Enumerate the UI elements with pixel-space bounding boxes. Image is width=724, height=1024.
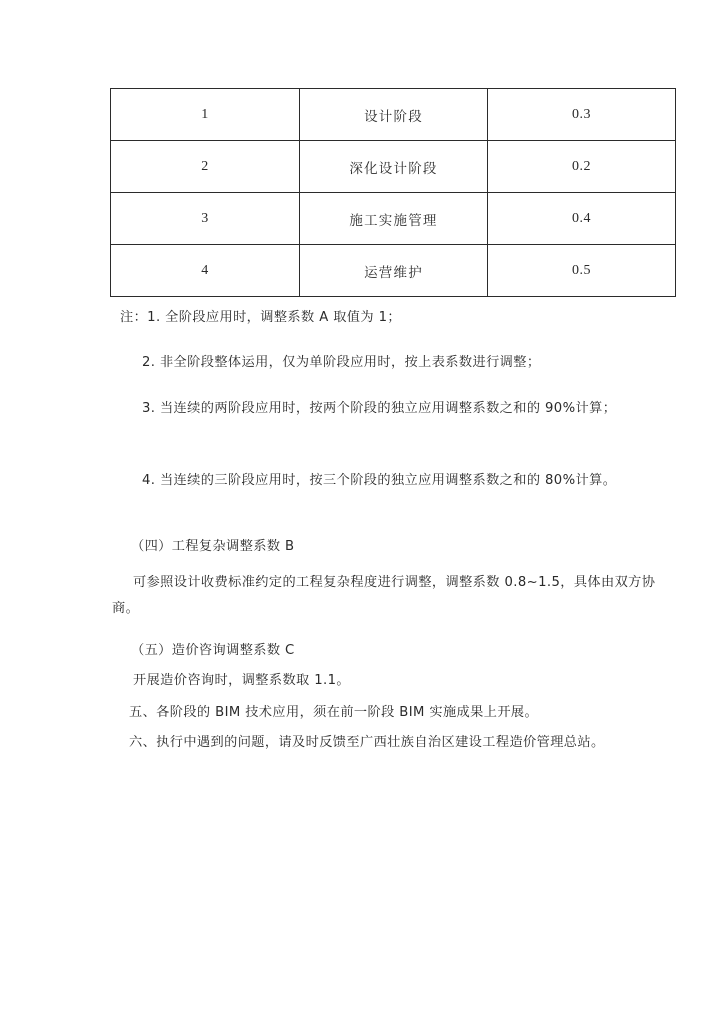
note-item-3: 3. 当连续的两阶段应用时，按两个阶段的独立应用调整系数之和的 90%计算； [142,401,617,416]
row-number-cell: 3 [111,193,300,245]
stage-name-cell: 运营维护 [300,245,488,297]
stage-name-cell: 设计阶段 [300,89,488,141]
section-body-five: 开展造价咨询时，调整系数取 1.1。 [133,673,350,688]
coefficient-cell: 0.3 [488,89,676,141]
note-item-2: 2. 非全阶段整体运用，仅为单阶段应用时，按上表系数进行调整； [142,355,541,370]
row-number-cell: 2 [111,141,300,193]
coefficient-table [110,88,676,297]
row-number-cell: 4 [111,245,300,297]
table-row [111,245,676,297]
section-heading-four: （四）工程复杂调整系数 B [131,539,295,554]
coefficient-cell: 0.4 [488,193,676,245]
coefficient-cell: 0.5 [488,245,676,297]
section-heading-five: （五）造价咨询调整系数 C [131,643,295,658]
table-body [111,89,676,297]
row-number-cell: 1 [111,89,300,141]
stage-name-cell: 施工实施管理 [300,193,488,245]
numbered-item-six: 六、执行中遇到的问题，请及时反馈至广西壮族自治区建设工程造价管理总站。 [129,735,605,750]
note-item-1: 注：1. 全阶段应用时，调整系数 A 取值为 1； [120,310,401,325]
note-item-4: 4. 当连续的三阶段应用时，按三个阶段的独立应用调整系数之和的 80%计算。 [142,473,617,488]
table-row [111,89,676,141]
numbered-item-five: 五、各阶段的 BIM 技术应用，须在前一阶段 BIM 实施成果上开展。 [129,705,539,720]
stage-name-cell: 深化设计阶段 [300,141,488,193]
section-body-four: 可参照设计收费标准约定的工程复杂程度进行调整，调整系数 0.8~1.5，具体由双方协商。 [112,575,656,616]
table-row [111,141,676,193]
coefficient-cell: 0.2 [488,141,676,193]
table-row [111,193,676,245]
